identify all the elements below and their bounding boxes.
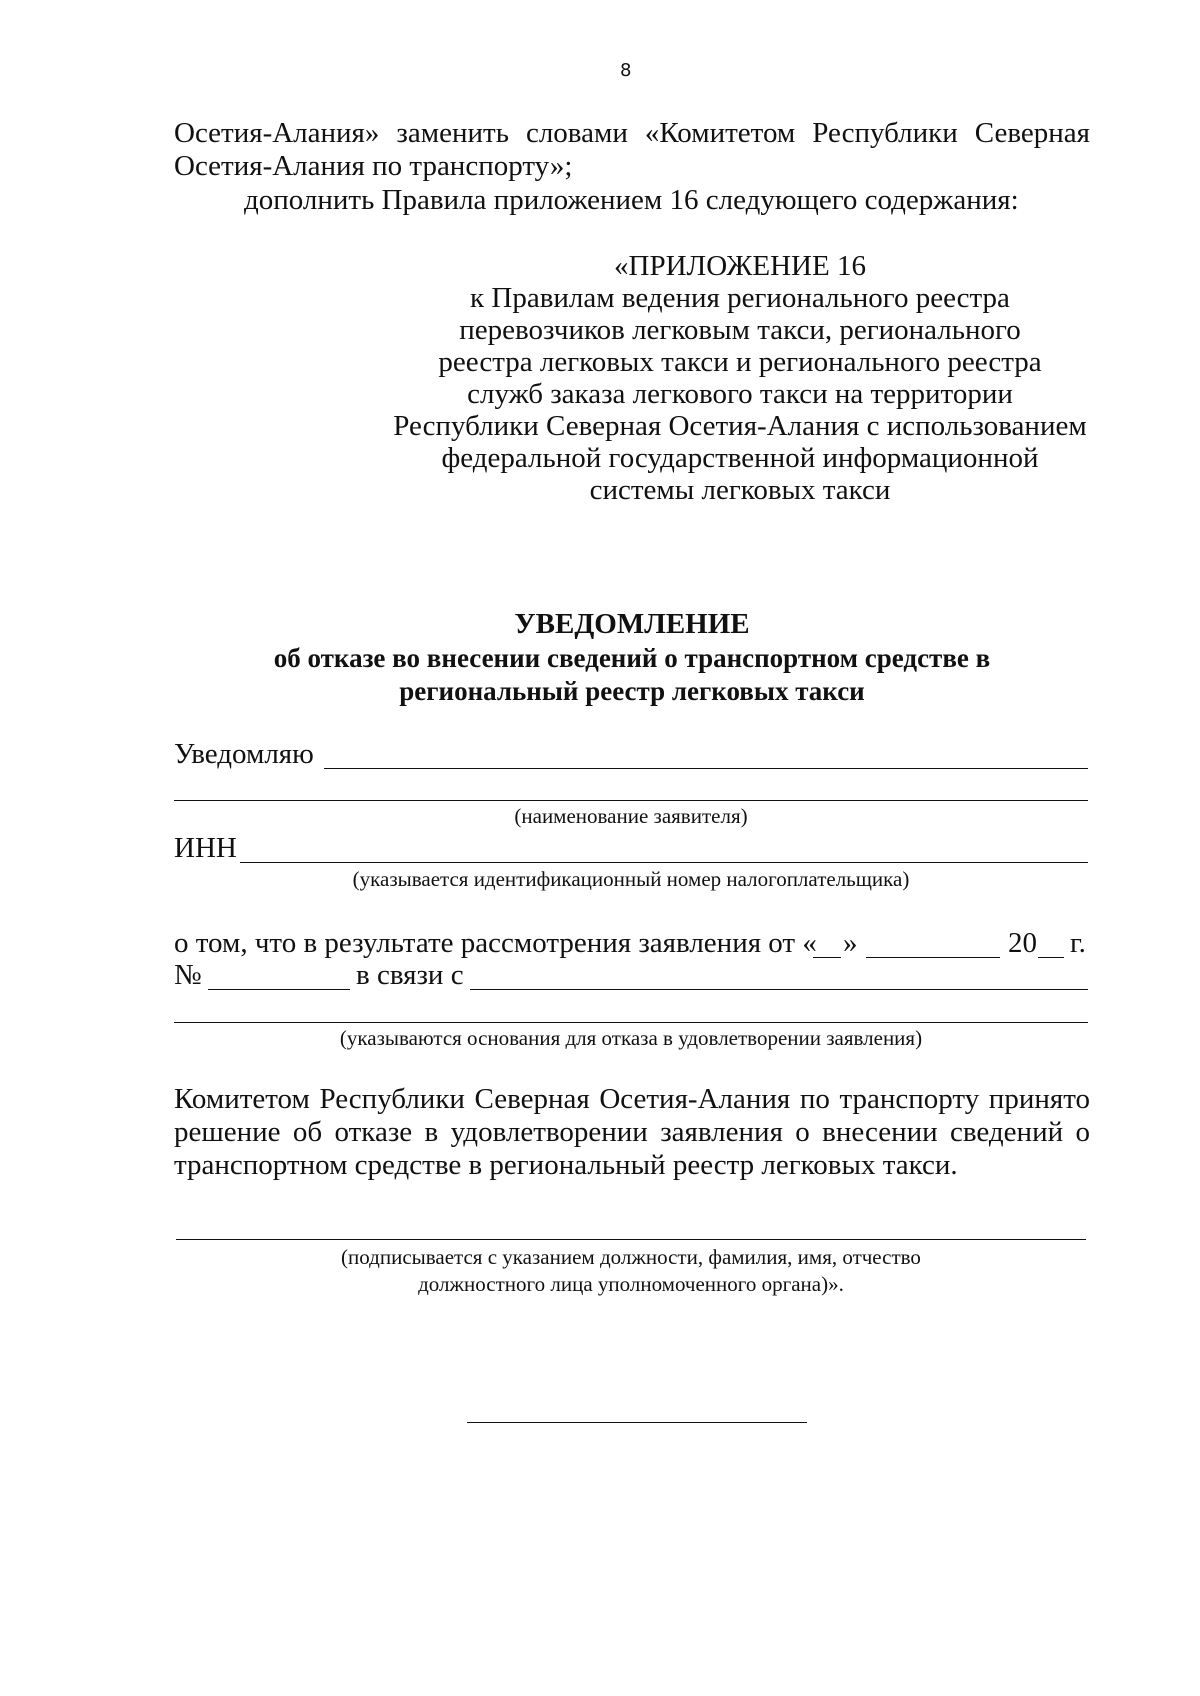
app-month-field[interactable] — [866, 957, 1000, 958]
appendix-line: служб заказа легкового такси на территории — [467, 378, 1013, 410]
page-number: 8 — [620, 60, 632, 81]
inn-caption: (указывается идентификационный номер налогоплательщика) — [352, 867, 910, 891]
appendix-line: реестра легковых такси и регионального реестра — [438, 346, 1042, 378]
app-date-quote-close: » — [843, 927, 858, 959]
appendix-title: «ПРИЛОЖЕНИЕ 16 — [614, 250, 866, 282]
year-prefix: 20 — [1008, 927, 1037, 959]
intro-line-3: дополнить Правила приложением 16 следующего содержания: — [244, 184, 1019, 216]
notice-subtitle-line-2: региональный реестр легковых такси — [399, 676, 865, 706]
app-number-field[interactable] — [208, 989, 350, 990]
decision-line-1: Комитетом Республики Северная Осетия-Алания по транспорту принято — [174, 1083, 1090, 1115]
appendix-block — [380, 250, 1100, 506]
app-date-prefix: о том, что в результате рассмотрения заявления от « — [174, 927, 817, 959]
inn-field[interactable] — [240, 862, 1088, 863]
inn-label: ИНН — [174, 832, 237, 864]
reason-field[interactable] — [470, 989, 1088, 990]
appendix-line: перевозчиков легковым такси, регионального — [459, 314, 1021, 346]
signature-field[interactable] — [176, 1239, 1086, 1240]
closing-separator — [467, 1422, 807, 1423]
reason-label: в связи с — [356, 959, 464, 991]
intro-line-2: Осетия-Алания по транспорту»; — [174, 150, 573, 182]
appendix-line: системы легковых такси — [589, 474, 891, 506]
reason-caption: (указываются основания для отказа в удовлетворении заявления) — [339, 1026, 923, 1050]
app-day-field[interactable] — [813, 957, 841, 958]
reason-field-2[interactable] — [174, 1022, 1088, 1023]
notice-title: УВЕДОМЛЕНИЕ — [514, 608, 750, 640]
notice-subtitle-line-1: об отказе во внесении сведений о транспортном средстве в — [273, 643, 991, 673]
applicant-name-field-2[interactable] — [174, 800, 1088, 801]
appendix-line: федеральной государственной информационной — [441, 442, 1039, 474]
decision-line-2: решение об отказе в удовлетворении заявления о внесении сведений о — [174, 1116, 1090, 1148]
decision-line-3: транспортном средстве в региональный реестр легковых такси. — [174, 1149, 958, 1181]
notify-label: Уведомляю — [174, 738, 314, 770]
applicant-name-field[interactable] — [324, 768, 1088, 769]
appendix-line: Республики Северная Осетия-Алания с использованием — [393, 410, 1087, 442]
intro-line-1: Осетия-Алания» заменить словами «Комитетом Республики Северная — [174, 117, 1090, 149]
number-sign: № — [174, 959, 202, 991]
app-year-field[interactable] — [1038, 957, 1064, 958]
year-suffix: г. — [1070, 927, 1086, 959]
signature-caption-line-1: (подписывается с указанием должности, фамилия, имя, отчество — [341, 1245, 921, 1269]
applicant-caption: (наименование заявителя) — [514, 804, 748, 828]
appendix-line: к Правилам ведения регионального реестра — [470, 282, 1010, 314]
signature-caption-line-2: должностного лица уполномоченного органа)». — [418, 1272, 844, 1296]
